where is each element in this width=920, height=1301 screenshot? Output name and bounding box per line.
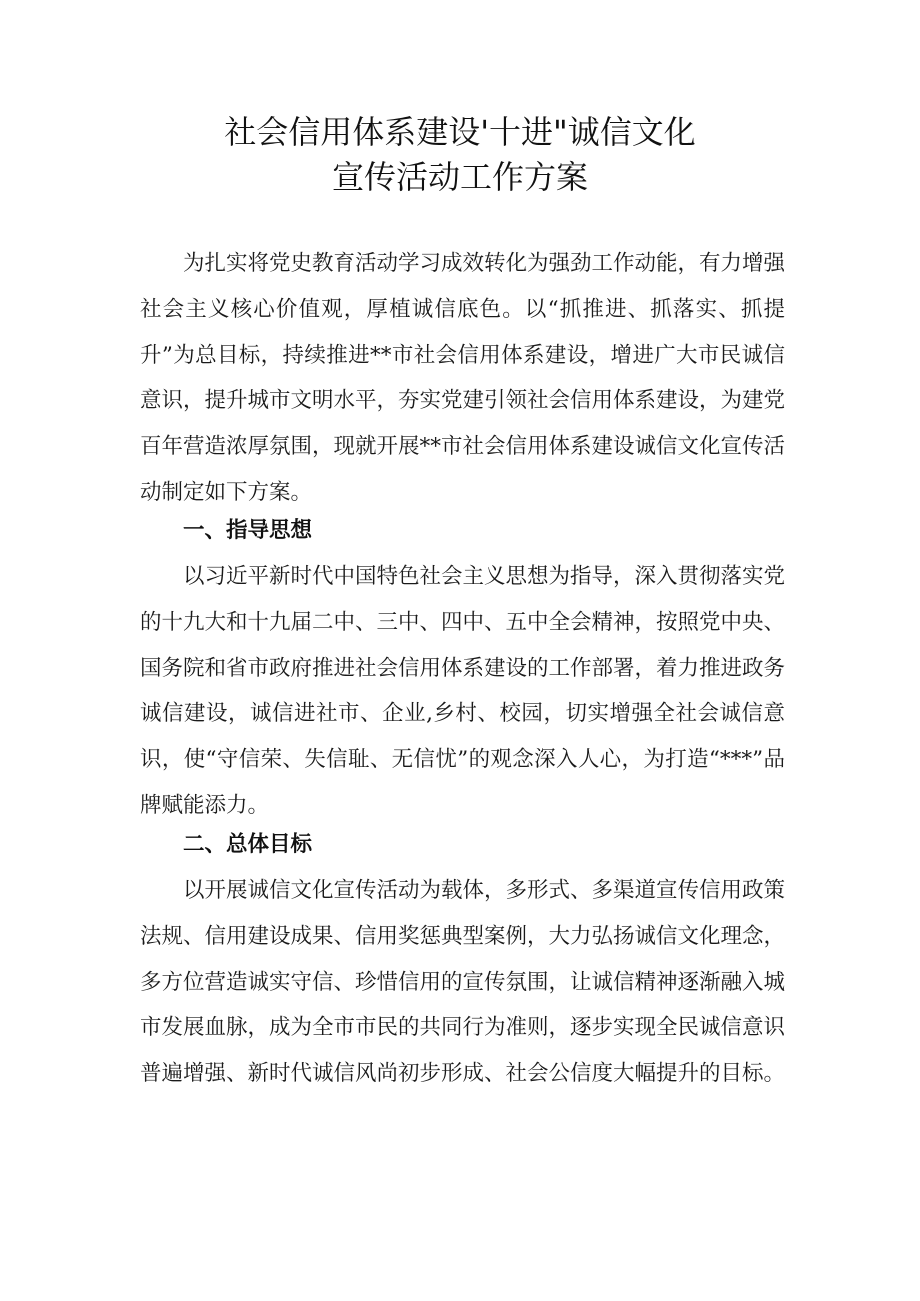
- section-heading-overall-goal: 二、总体目标: [183, 832, 313, 857]
- section-body-guiding-ideology: 以习近平新时代中国特色社会主义思想为指导，深入贯彻落实党的十九大和十九届二中、三中、四中、五中全会精神，按照党中央、国务院和省市政府推进社会信用体系建设的工作部署，着力推进政务诚信建设，诚信进社市、企业,乡村、校园，切实增强全社会诚信意识，使“守信荣、失信耻、无信忧”的观念深入人心，为打造“***”品牌赋能添力。: [140, 564, 786, 818]
- document-title-line-2: 宣传活动工作方案: [331, 158, 588, 196]
- intro-paragraph: 为扎实将党史教育活动学习成效转化为强劲工作动能，有力增强社会主义核心价值观，厚植诚信底色。以“抓推进、抓落实、抓提升”为总目标，持续推进**市社会信用体系建设，增进广大市民诚信意识，提升城市文明水平，夯实党建引领社会信用体系建设，为建党百年营造浓厚氛围，现就开展**市社会信用体系建设诚信文化宣传活动制定如下方案。: [140, 251, 786, 505]
- section-body-overall-goal: 以开展诚信文化宣传活动为载体，多形式、多渠道宣传信用政策法规、信用建设成果、信用奖惩典型案例，大力弘扬诚信文化理念，多方位营造诚实守信、珍惜信用的宣传氛围，让诚信精神逐渐融入城市发展血脉，成为全市市民的共同行为准则，逐步实现全民诚信意识普遍增强、新时代诚信风尚初步形成、社会公信度大幅提升的目标。: [140, 878, 786, 1087]
- section-heading-guiding-ideology: 一、指导思想: [183, 518, 313, 543]
- document-title-line-1: 社会信用体系建设'十进"诚信文化: [224, 113, 696, 151]
